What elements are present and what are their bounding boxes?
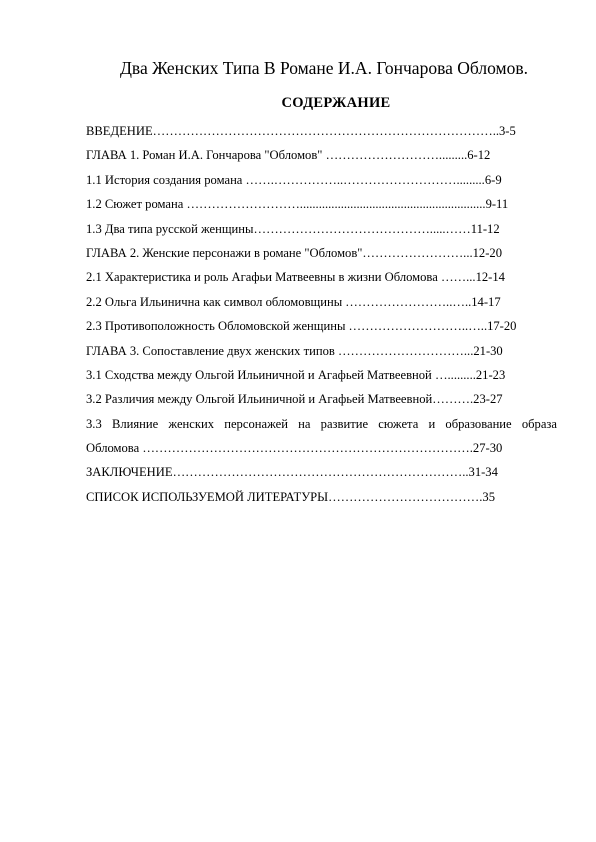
table-of-contents bbox=[86, 119, 566, 509]
toc-entry-1-1: 1.1 История создания романа …….……………..……………………….........6-9 bbox=[86, 172, 502, 187]
toc-entry-chapter-2: ГЛАВА 2. Женские персонажи в романе "Обломов"……………………...12-20 bbox=[86, 245, 503, 260]
toc-entry-2-1: 2.1 Характеристика и роль Агафьи Матвеевны в жизни Обломова ……...12-14 bbox=[86, 270, 505, 285]
toc-entry-3-3: 3.3 Влияние женских персонажей на развитие сюжета и образование образа bbox=[86, 416, 557, 431]
toc-entry-bibliography: СПИСОК ИСПОЛЬЗУЕМОЙ ЛИТЕРАТУРЫ……………………………….35 bbox=[86, 489, 495, 504]
toc-entry-3-2: 3.2 Различия между Ольгой Ильиничной и Агафьей Матвеевной……….23-27 bbox=[86, 392, 503, 407]
toc-entry-3-3-continued: Обломова …………………………………………………………………….27-30 bbox=[86, 441, 503, 456]
toc-entry-chapter-3: ГЛАВА 3. Сопоставление двух женских типов …………………………...21-30 bbox=[86, 343, 503, 358]
document-title: Два Женских Типа В Романе И.А. Гончарова Обломов. bbox=[120, 58, 528, 78]
toc-entry-2-2: 2.2 Ольга Ильинична как символ обломовщины ……………………..…..14-17 bbox=[86, 294, 501, 309]
toc-heading: СОДЕРЖАНИЕ bbox=[281, 95, 391, 111]
toc-entry-1-3: 1.3 Два типа русской женщины…………………………………….....……11-12 bbox=[86, 221, 500, 236]
toc-entry-conclusion: ЗАКЛЮЧЕНИЕ……………………………………………………………..31-34 bbox=[86, 465, 498, 480]
toc-entry-3-1: 3.1 Сходства между Ольгой Ильиничной и Агафьей Матвеевной ….........21-23 bbox=[86, 367, 506, 382]
toc-entry-chapter-1: ГЛАВА 1. Роман И.А. Гончарова "Обломов" ……………………….........6-12 bbox=[86, 148, 491, 163]
toc-entry-2-3: 2.3 Противоположность Обломовской женщины ………………………..…..17-20 bbox=[86, 319, 517, 334]
toc-entry-1-2: 1.2 Сюжет романа ………………………...........................................................9-11 bbox=[86, 197, 509, 212]
toc-entry-introduction: ВВЕДЕНИЕ………………………………………………………………………..3-5 bbox=[86, 124, 516, 138]
